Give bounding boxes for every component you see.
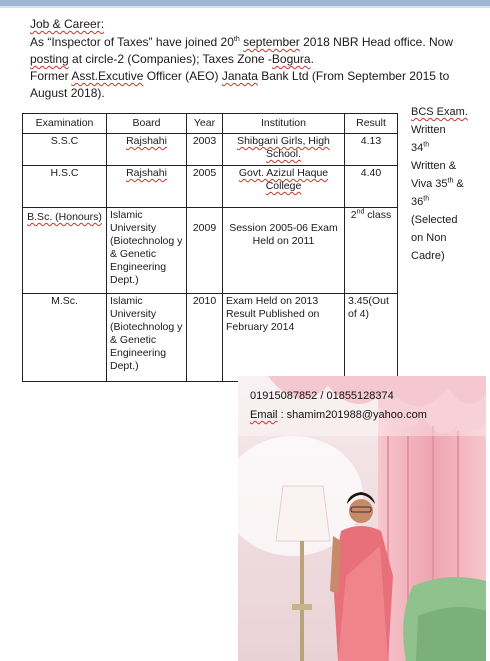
cell-institution: Shibgani Girls, High School. xyxy=(223,134,345,166)
side-line: (Selected xyxy=(411,214,458,226)
cell-exam: B.Sc. (Honours) xyxy=(23,208,107,294)
cell-board: Rajshahi xyxy=(107,134,187,166)
top-border-shadow xyxy=(0,6,490,8)
phone-numbers: 01915087852 / 01855128374 xyxy=(250,390,394,402)
career-line-4: August 2018). xyxy=(30,86,105,100)
header-examination: Examination xyxy=(23,114,107,134)
bcs-exam-note xyxy=(411,103,487,265)
side-line: Written xyxy=(411,124,446,136)
table-row xyxy=(23,294,398,382)
cell-year: 2010 xyxy=(187,294,223,382)
side-line: on Non xyxy=(411,232,447,244)
career-line-1: As “Inspector of Taxes” have joined 20th september 2018 NBR Head office. Now xyxy=(30,35,453,49)
table-row xyxy=(23,134,398,166)
sofa xyxy=(403,577,486,661)
cell-result: 2nd class xyxy=(345,208,398,294)
career-heading: Job & Career: xyxy=(30,17,105,31)
email-line: Email : shamim201988@yahoo.com xyxy=(250,409,427,421)
side-line: Written & xyxy=(411,160,457,172)
cell-board: Rajshahi xyxy=(107,166,187,208)
table-header-row xyxy=(23,114,398,134)
header-institution: Institution xyxy=(223,114,345,134)
header-board: Board xyxy=(107,114,187,134)
cell-result: 4.13 xyxy=(345,134,398,166)
side-line: Viva 35th & xyxy=(411,177,464,190)
table-row xyxy=(23,208,398,294)
table-row xyxy=(23,166,398,208)
cell-exam: S.S.C xyxy=(23,134,107,166)
header-year: Year xyxy=(187,114,223,134)
cell-result: 4.40 xyxy=(345,166,398,208)
cell-result: 3.45(Out of 4) xyxy=(345,294,398,382)
cell-institution: Session 2005-06 Exam Held on 2011 xyxy=(223,208,345,294)
header-result: Result xyxy=(345,114,398,134)
cell-year: 2005 xyxy=(187,166,223,208)
cell-board: Islamic University (Biotechnolog y & Genetic Engineering Dept.) xyxy=(107,208,187,294)
cell-year: 2009 xyxy=(187,208,223,294)
side-line: Cadre) xyxy=(411,250,445,262)
career-line-3: Former Asst.Excutive Officer (AEO) Janata Bank Ltd (From September 2015 to xyxy=(30,69,450,83)
education-table xyxy=(22,113,398,382)
side-line: 36th xyxy=(411,195,430,208)
cell-exam: H.S.C xyxy=(23,166,107,208)
cell-board: Islamic University (Biotechnolog y & Genetic Engineering Dept.) xyxy=(107,294,187,382)
cell-institution: Exam Held on 2013 Result Published on February 2014 xyxy=(223,294,345,382)
cell-institution: Govt. Azizul Haque College xyxy=(223,166,345,208)
cell-exam: M.Sc. xyxy=(23,294,107,382)
career-line-2: posting at circle-2 (Companies); Taxes Zone -Bogura. xyxy=(30,52,314,66)
side-line: 34th xyxy=(411,141,430,154)
cell-year: 2003 xyxy=(187,134,223,166)
side-line: BCS Exam. xyxy=(411,106,468,118)
